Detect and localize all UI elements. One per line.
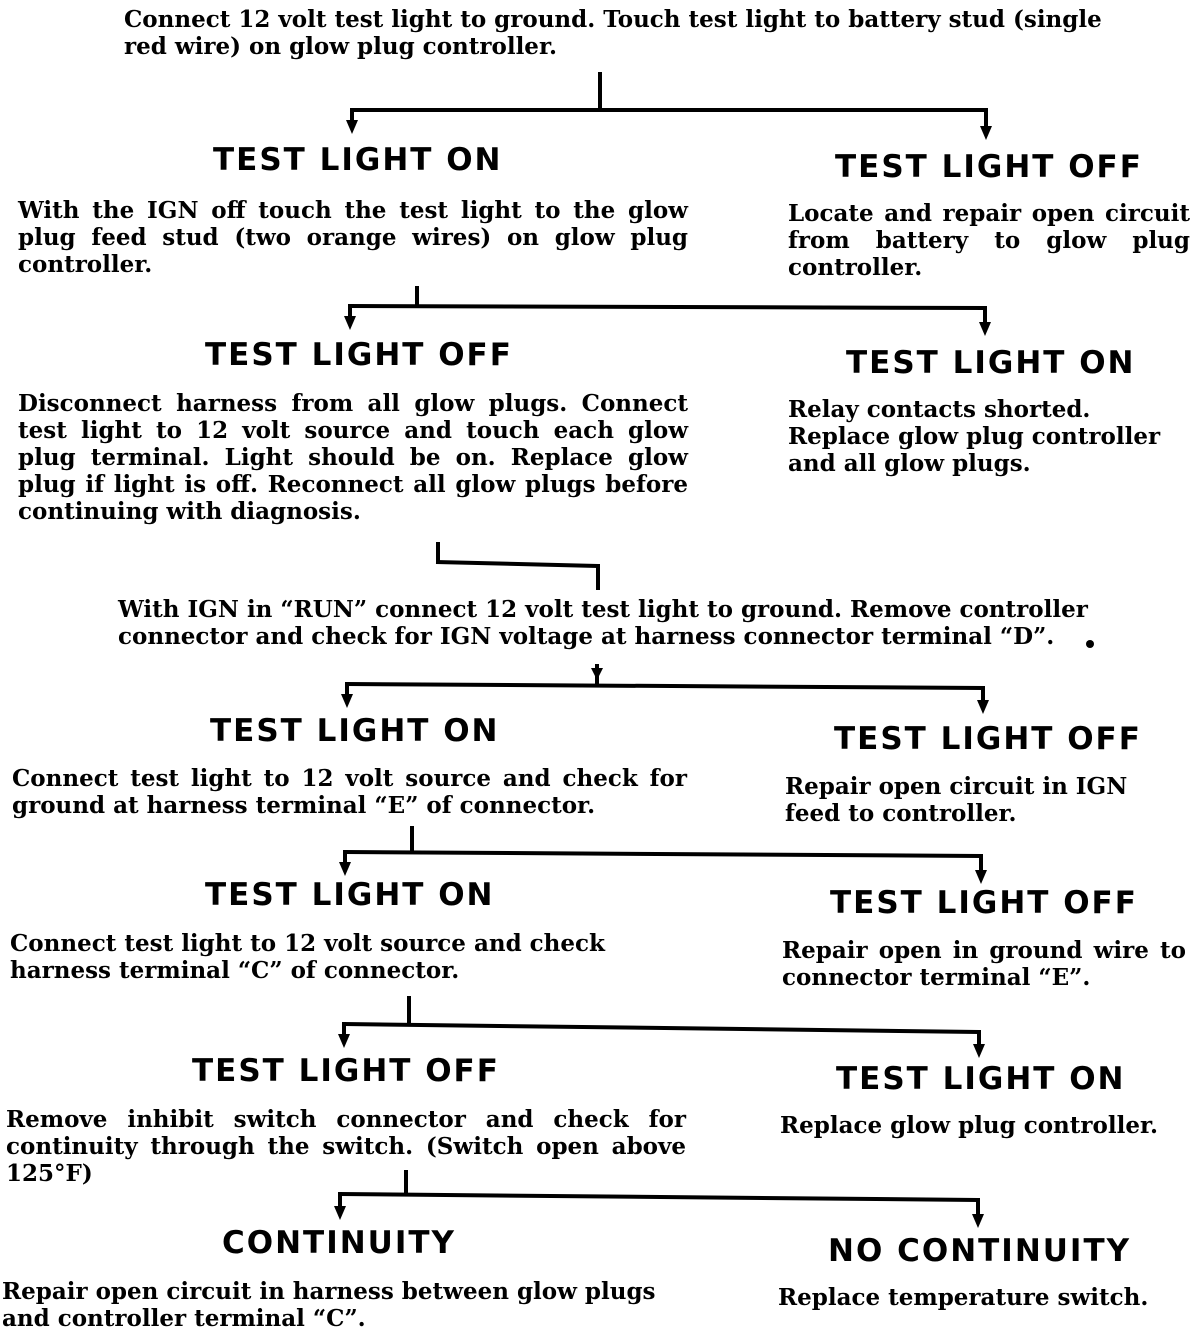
step-3-left-text: Connect test light to 12 volt source and check for ground at harness terminal “E” of connector. <box>12 765 687 819</box>
step-3-instruction: With IGN in “RUN” connect 12 volt test light to ground. Remove controller connector and check for IGN voltage at harness connector terminal “D”. <box>118 596 1088 650</box>
step-1-left-heading: TEST LIGHT ON <box>213 142 503 178</box>
step-4-right-text: Repair open in ground wire to connector terminal “E”. <box>782 937 1186 991</box>
step-5-left-text: Remove inhibit switch connector and check for continuity through the switch. (Switch open above 125°F) <box>6 1106 686 1187</box>
step-4-right-heading: TEST LIGHT OFF <box>830 885 1138 921</box>
step-3-right-text: Repair open circuit in IGN feed to controller. <box>785 773 1128 827</box>
step-1-right-text: Locate and repair open circuit from battery to glow plug controller. <box>788 200 1190 281</box>
step-2-right-text: Relay contacts shorted. Replace glow plug controller and all glow plugs. <box>788 396 1161 477</box>
step-4-left-text: Connect test light to 12 volt source and check harness terminal “C” of connector. <box>10 930 605 984</box>
step-5-right-heading: TEST LIGHT ON <box>836 1061 1126 1097</box>
step-1-left-text: With the IGN off touch the test light to the glow plug feed stud (two orange wires) on glow plug controller. <box>18 197 688 278</box>
step-2-left-text: Disconnect harness from all glow plugs. Connect test light to 12 volt source and touch each glow plug terminal. Light should be on. Replace glow plug if light is off. Reconnect all glow plugs before continuing with diagnosis. <box>18 390 688 525</box>
step-6-right-heading: NO CONTINUITY <box>828 1233 1132 1269</box>
step-5-left-heading: TEST LIGHT OFF <box>192 1053 500 1089</box>
step-6-right-text: Replace temperature switch. <box>778 1284 1149 1311</box>
step-6-left-text: Repair open circuit in harness between glow plugs and controller terminal “C”. <box>2 1278 656 1332</box>
step-1-instruction: Connect 12 volt test light to ground. Touch test light to battery stud (single red wire) on glow plug controller. <box>124 6 1102 60</box>
step-3-right-heading: TEST LIGHT OFF <box>834 721 1142 757</box>
step-1-right-heading: TEST LIGHT OFF <box>835 149 1143 185</box>
step-5-right-text: Replace glow plug controller. <box>780 1112 1158 1139</box>
step-4-left-heading: TEST LIGHT ON <box>205 877 495 913</box>
step-3-left-heading: TEST LIGHT ON <box>210 713 500 749</box>
step-2-left-heading: TEST LIGHT OFF <box>205 337 513 373</box>
stray-dot-mark <box>1086 640 1094 648</box>
step-6-left-heading: CONTINUITY <box>222 1225 456 1261</box>
step-2-right-heading: TEST LIGHT ON <box>846 345 1136 381</box>
